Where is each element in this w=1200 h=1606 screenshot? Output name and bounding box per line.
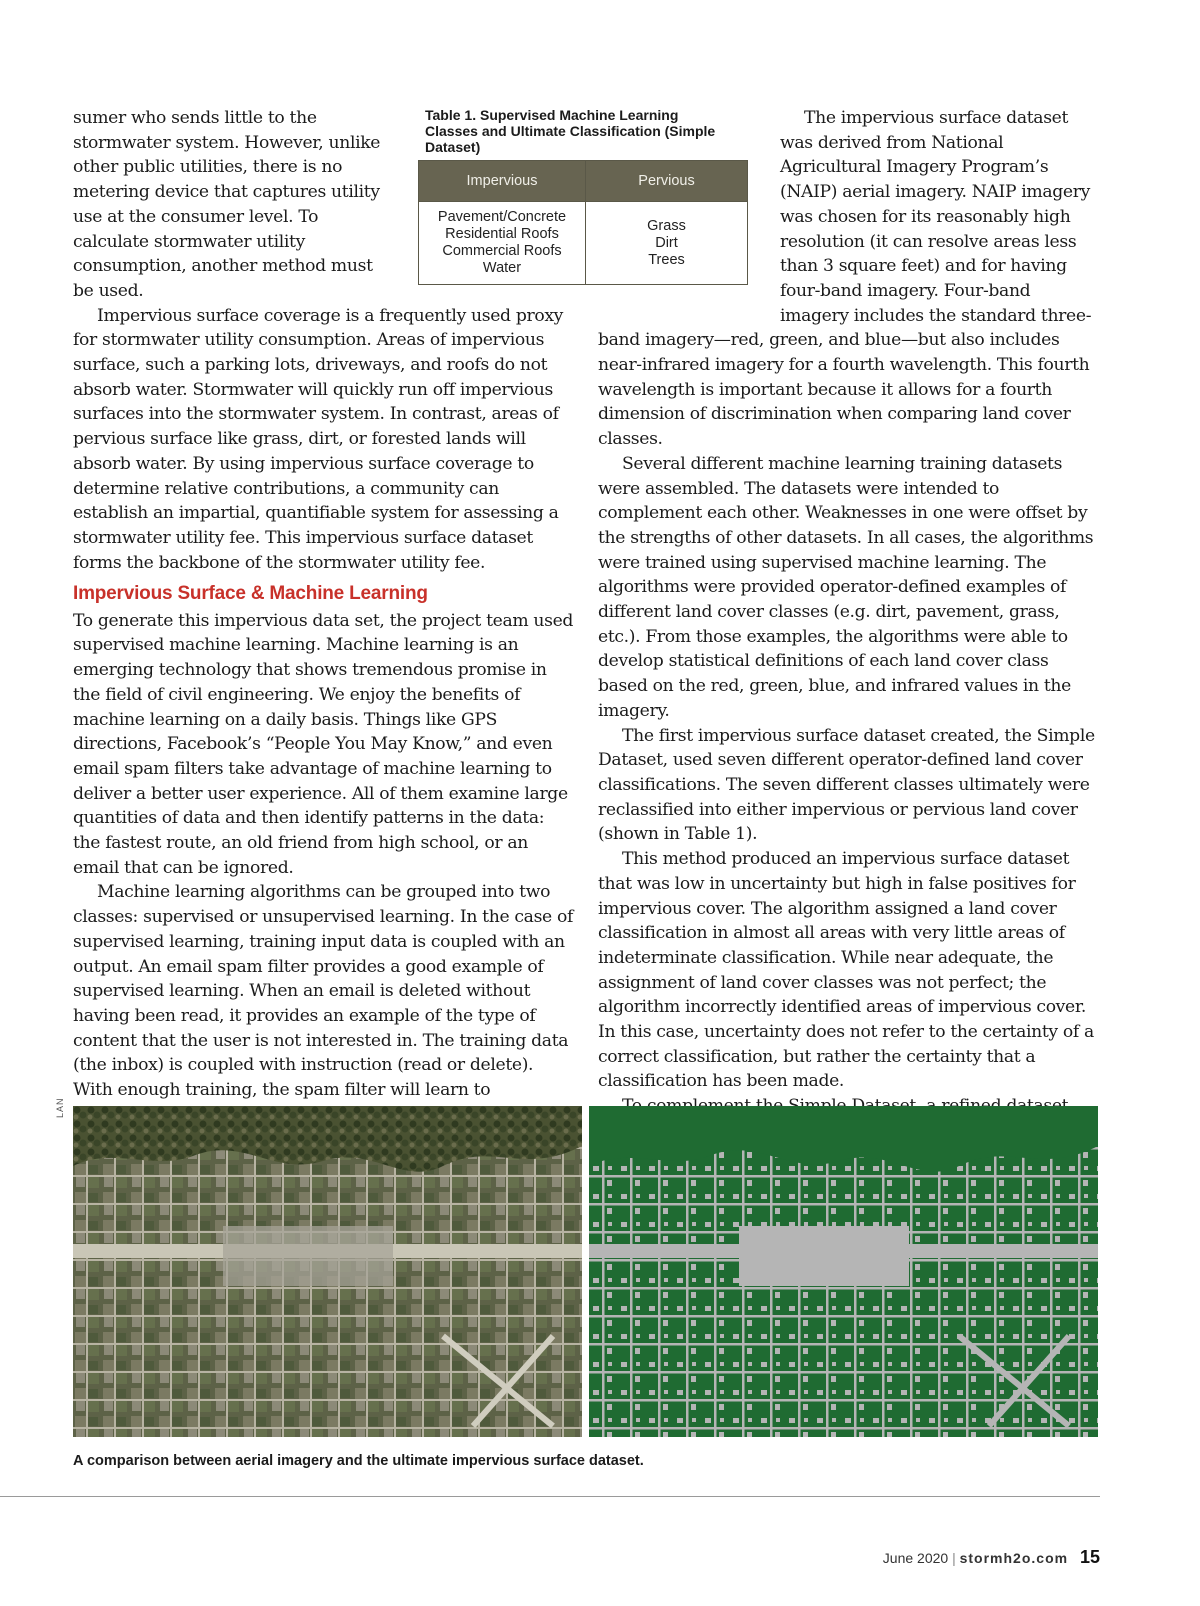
footer-site: stormh2o.com [959, 1550, 1069, 1566]
impervious-class: Commercial Roofs [442, 243, 562, 259]
photo-credit: LAN [55, 1097, 65, 1118]
impervious-class: Water [482, 260, 522, 276]
section-heading: Impervious Surface & Machine Learning [73, 583, 428, 604]
page-number: 15 [1079, 1547, 1100, 1567]
table-header-pervious: Pervious [586, 161, 748, 202]
table-title: Table 1. Supervised Machine Learning Classes and Ultimate Classification (Simple Dataset) [425, 107, 716, 155]
footer-rule [0, 1496, 1100, 1497]
right-paragraph-2: Several different machine learning training datasets were assembled. The datasets were intended to complement each other. Weaknesses in one were offset by the strengths of other datasets. In all cases, the algorithms were trained using supervised machine learning. The algorithms were provided operator-defined examples of different land cover classes (e.g. dirt, pavement, grass, etc.). From those examples, the algorithms were able to develop statistical definitions of each land cover class based on the red, green, blue, and infrared values in the imagery. [598, 453, 1094, 721]
page-footer [883, 1547, 1100, 1568]
impervious-surface-map [589, 1106, 1098, 1437]
figure-caption: A comparison between aerial imagery and the ultimate impervious surface dataset. [73, 1453, 644, 1469]
left-column-lower [73, 582, 575, 1127]
footer-separator: | [952, 1550, 956, 1566]
left-paragraph-1: sumer who sends little to the stormwater system. However, unlike other public utilities, there is no metering device that captures utility use at the consumer level. To calculate stormwater utility consumption, another method must be used. [73, 108, 381, 301]
map-downtown [739, 1226, 909, 1286]
right-paragraph-3: The first impervious surface dataset created, the Simple Dataset, used seven different operator-defined land cover classifications. The seven different classes ultimately were reclassified into either impervious or pervious land cover (shown in Table 1). [598, 725, 1095, 845]
right-paragraph-4: This method produced an impervious surface dataset that was low in uncertainty but high in false positives for impervious cover. The algorithm assigned a land cover classification in almost all areas with very little areas of indeterminate classification. While near adequate, the assignment of land cover classes was not perfect; the algorithm incorrectly identified areas of impervious cover. In this case, uncertainty does not refer to the certainty of a correct classification, but rather the certainty that a classification has been made. [598, 849, 1094, 1092]
footer-date: June 2020 [882, 1550, 949, 1566]
left-paragraph-4: Machine learning algorithms can be grouped into two classes: supervised or unsupervised learning. In the case of supervised learning, training input data is coupled with an output. An email spam filter provides a good example of supervised learning. When an email is deleted without having been read, it provides an example of the type of content that the user is not interested in. The training data (the inbox) is coupled with instruction (read or delete). With enough training, the spam filter will learn to [73, 882, 573, 1101]
left-paragraph-2: Impervious surface coverage is a frequently used proxy for stormwater utility consumption. Areas of impervious surface, such a parking lots, driveways, and roofs do not absorb water. Stormwater will quickly run off impervious surfaces into the stormwater system. In contrast, areas of pervious surface like grass, dirt, or forested lands will absorb water. By using impervious surface coverage to determine relative contributions, a community can establish an impartial, quantifiable system for assessing a stormwater utility fee. This impervious surface dataset forms the backbone of the stormwater utility fee. [73, 305, 564, 573]
right-column-text [598, 106, 1100, 1193]
pervious-class: Trees [648, 251, 685, 268]
pervious-class: Dirt [655, 234, 678, 251]
left-paragraph-3: To generate this impervious data set, the project team used supervised machine learning. Machine learning is an emerging technology that shows tremendous promise in the field of civil engineering. We enjoy the benefits of machine learning on a daily basis. Things like GPS directions, Facebook’s “People You May Know,” and even email spam filters take advantage of machine learning to deliver a better user experience. All of them examine large quantities of data and then identify patterns in the data: the fastest route, an old friend from high school, or an email that can be ignored. [73, 610, 574, 878]
aerial-downtown [223, 1226, 393, 1286]
impervious-class: Pavement/Concrete [437, 209, 567, 225]
impervious-class: Residential Roofs [445, 226, 559, 242]
table-cell-impervious [419, 202, 586, 285]
pervious-class: Grass [647, 217, 686, 234]
table-header-impervious: Impervious [419, 161, 586, 202]
right-float-spacer [598, 106, 780, 322]
aerial-image [73, 1106, 582, 1437]
right-paragraph-1-text: The impervious surface dataset was derived from National Agricultural Imagery Program’s (NAIP) aerial imagery. NAIP imagery was chosen for its reasonably high resolution (it can resolve areas less than 3 square feet) and for having four-band imagery. Four-band imagery includes the standard three-band imagery—red, green, and blue—but also includes near-infrared imagery for a fourth wavelength. This fourth wavelength is important because it allows for a fourth dimension of discrimination when comparing land cover classes. [598, 108, 1092, 450]
